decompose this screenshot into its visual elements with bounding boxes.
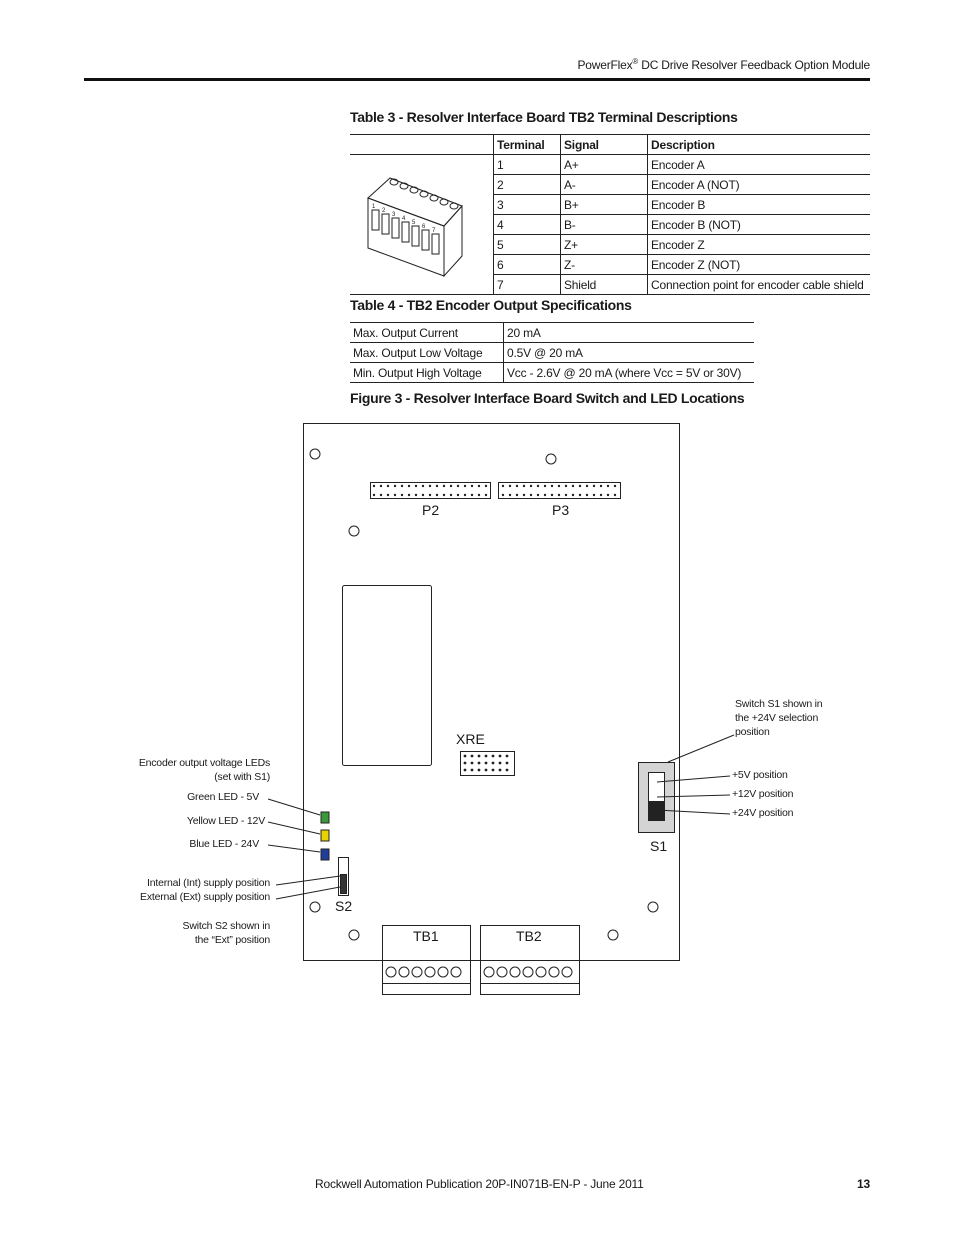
mounting-hole	[310, 449, 320, 459]
connector-pin-label: 6	[422, 224, 426, 230]
s1-label: S1	[650, 838, 668, 854]
pos-12v-label: +12V position	[732, 788, 794, 800]
spec-name-cell: Max. Output Current	[350, 323, 504, 343]
signal-cell: Shield	[561, 275, 648, 295]
spec-value-cell: 20 mA	[504, 323, 755, 343]
terminal-cell: 1	[494, 155, 561, 175]
registered-mark: ®	[632, 57, 639, 66]
brand-name: PowerFlex	[577, 58, 633, 72]
spec-name-cell: Max. Output Low Voltage	[350, 343, 504, 363]
description-cell: Encoder Z	[648, 235, 871, 255]
s1-note	[735, 697, 822, 739]
blue-led	[321, 849, 329, 860]
leds-note	[139, 756, 270, 784]
tb1-terminals	[383, 961, 471, 995]
green-led	[321, 812, 329, 823]
description-cell: Encoder A (NOT)	[648, 175, 871, 195]
terminal-cell: 4	[494, 215, 561, 235]
table3-col-description: Description	[648, 135, 871, 155]
description-cell: Encoder B (NOT)	[648, 215, 871, 235]
terminal-cell: 6	[494, 255, 561, 275]
p2-label: P2	[422, 502, 440, 518]
int-position-label: Internal (Int) supply position	[147, 877, 270, 889]
terminal-cell: 2	[494, 175, 561, 195]
description-cell: Encoder B	[648, 195, 871, 215]
description-cell: Encoder A	[648, 155, 871, 175]
s1-note-line: the +24V selection	[735, 712, 819, 724]
s1-note-line: Switch S1 shown in	[735, 698, 823, 710]
signal-cell: A-	[561, 175, 648, 195]
signal-cell: B+	[561, 195, 648, 215]
connector-pin-label: 5	[412, 220, 416, 226]
p3-label: P3	[552, 502, 570, 518]
board-outline	[304, 424, 680, 961]
terminal-cell: 7	[494, 275, 561, 295]
s2-label: S2	[335, 898, 353, 914]
mounting-hole	[349, 526, 359, 536]
xre-label: XRE	[456, 731, 485, 747]
description-cell: Encoder Z (NOT)	[648, 255, 871, 275]
table3-caption: Table 3 - Resolver Interface Board TB2 Terminal Descriptions	[350, 109, 738, 125]
large-component	[343, 586, 432, 766]
spec-value-cell: 0.5V @ 20 mA	[504, 343, 755, 363]
tb1-label: TB1	[413, 928, 439, 944]
ext-position-label: External (Ext) supply position	[140, 891, 270, 903]
signal-cell: Z+	[561, 235, 648, 255]
connector-pin-label: 1	[372, 204, 376, 210]
mounting-hole	[608, 930, 618, 940]
signal-cell: Z-	[561, 255, 648, 275]
s2-note	[183, 919, 270, 947]
leds-note-line: Encoder output voltage LEDs	[138, 757, 270, 769]
header-title: DC Drive Resolver Feedback Option Module	[638, 58, 870, 72]
table4-caption: Table 4 - TB2 Encoder Output Specifications	[350, 297, 632, 313]
s2-note-line: the “Ext” position	[194, 934, 270, 946]
green-led-label: Green LED - 5V	[187, 791, 259, 803]
pos-24v-label: +24V position	[732, 807, 794, 819]
s2-knob	[341, 875, 347, 894]
connector-pin-label: 3	[392, 212, 396, 218]
mounting-hole	[546, 454, 556, 464]
p2-header	[371, 483, 491, 499]
signal-cell: B-	[561, 215, 648, 235]
yellow-led	[321, 830, 329, 841]
pos-5v-label: +5V position	[732, 769, 788, 781]
tb2-label: TB2	[516, 928, 542, 944]
mounting-hole	[648, 902, 658, 912]
yellow-led-label: Yellow LED - 12V	[186, 815, 265, 827]
description-cell: Connection point for encoder cable shield	[648, 275, 871, 295]
connector-pin-label: 2	[382, 208, 386, 214]
leds-note-line: (set with S1)	[214, 771, 270, 783]
signal-cell: A+	[561, 155, 648, 175]
connector-pin-label: 4	[402, 216, 406, 222]
spec-value-cell: Vcc - 2.6V @ 20 mA (where Vcc = 5V or 30V)	[504, 363, 755, 383]
table3-col-terminal: Terminal	[494, 135, 561, 155]
mounting-hole	[349, 930, 359, 940]
figure3-caption: Figure 3 - Resolver Interface Board Switch and LED Locations	[350, 390, 745, 406]
publication-footer: Rockwell Automation Publication 20P-IN071B-EN-P - June 2011	[315, 1177, 644, 1191]
tb2-terminals	[481, 961, 580, 995]
s2-positions	[140, 876, 270, 904]
s1-note-line: position	[735, 726, 770, 738]
spec-name-cell: Min. Output High Voltage	[350, 363, 504, 383]
s2-note-line: Switch S2 shown in	[182, 920, 270, 932]
blue-led-label: Blue LED - 24V	[189, 838, 259, 850]
table3-col-signal: Signal	[561, 135, 648, 155]
page-number: 13	[857, 1177, 870, 1191]
terminal-cell: 5	[494, 235, 561, 255]
terminal-cell: 3	[494, 195, 561, 215]
mounting-hole	[310, 902, 320, 912]
connector-pin-label: 7	[432, 228, 436, 234]
